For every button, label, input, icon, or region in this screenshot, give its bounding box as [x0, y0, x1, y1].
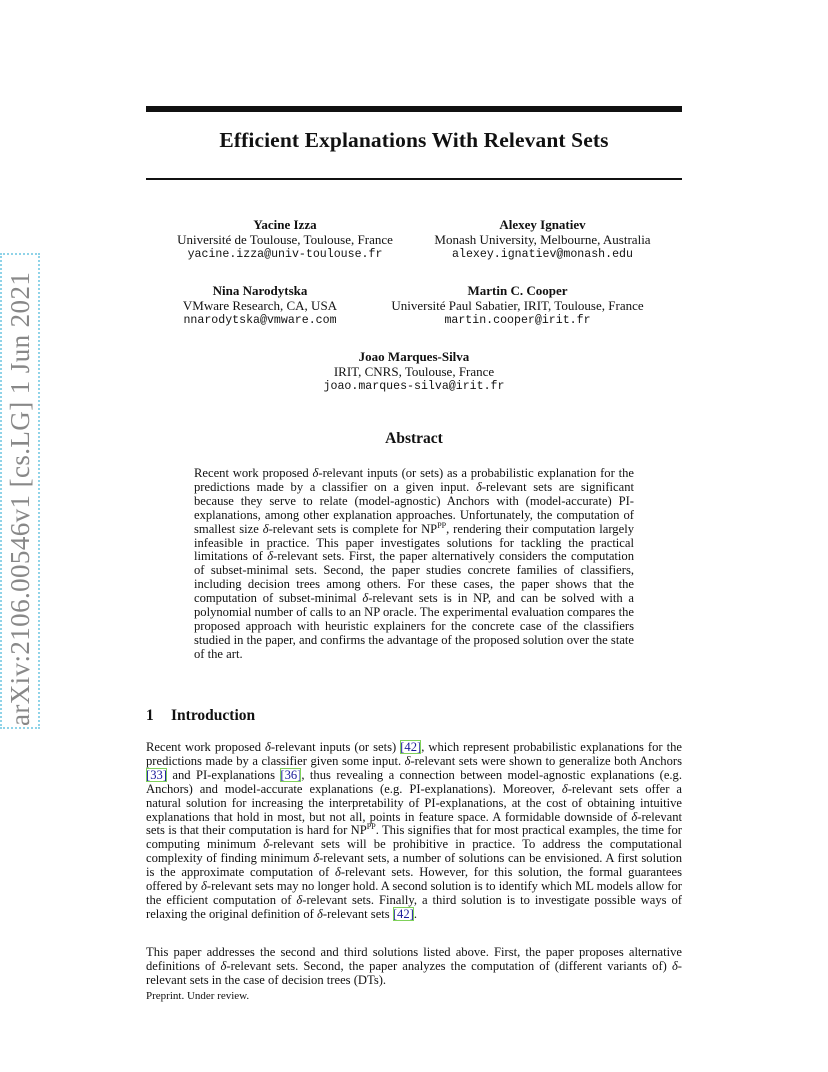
author-name: Alexey Ignatiev [499, 217, 586, 232]
citation-link[interactable]: [33] [146, 767, 167, 782]
author-email[interactable]: nnarodytska@vmware.com [183, 314, 337, 327]
abstract-heading: Abstract [385, 430, 443, 447]
author-email[interactable]: yacine.izza@univ-toulouse.fr [187, 248, 383, 261]
author-name: Nina Narodytska [212, 283, 308, 298]
author-affiliation: Monash University, Melbourne, Australia [434, 232, 651, 247]
author-name: Martin C. Cooper [467, 283, 568, 298]
author-email[interactable]: alexey.ignatiev@monash.edu [452, 248, 633, 261]
author-affiliation: IRIT, CNRS, Toulouse, France [333, 364, 495, 379]
section-title: Introduction [171, 707, 256, 724]
citation-link[interactable]: [42] [400, 740, 422, 754]
author-affiliation: Université de Toulouse, Toulouse, France [177, 232, 393, 247]
author-block [425, 217, 660, 262]
preprint-note: Preprint. Under review. [146, 990, 250, 1002]
author-block [170, 217, 400, 262]
author-affiliation: VMware Research, CA, USA [182, 298, 338, 313]
intro-paragraph: This paper addresses the second and third solutions listed above. First, the paper proposes alternative definitions of δ-relevant sets. Second, the paper analyzes the computation of (different variants of) δ-relevant sets in the case of decision trees (DTs). [146, 945, 682, 987]
author-name: Joao Marques-Silva [358, 349, 470, 364]
abstract-text: Recent work proposed δ-relevant inputs (or sets) as a probabilistic explanation for the predictions made by a classifier on a given input. δ-relevant sets are significant because they serve to relate (model-agnostic) Anchors with (model-accurate) PI-explanations, among other explanation approaches. Unfortunately, the computation of smallest size δ-relevant sets is complete for $NP^{PP}$, rendering their computation largely infeasible in practice. This paper investigates solutions for tackling the practical limitations of δ-relevant sets. First, the paper alternatively considers the computation of subset-minimal sets. Second, the paper studies concrete families of classifiers, including decision trees among others. For these cases, the paper shows that the computation of subset-minimal δ-relevant sets is in NP, and can be solved with a polynomial number of calls to an NP oracle. The experimental evaluation compares the proposed approach with heuristic explainers for the concrete case of the classifiers studied in the paper, and confirms the advantage of the proposed solution over the state of the art. [194, 466, 635, 661]
paper-title: Efficient Explanations With Relevant Sets [219, 128, 609, 152]
citation-link[interactable]: [42] [392, 906, 414, 921]
title-top-rule [146, 106, 682, 112]
author-name: Yacine Izza [253, 217, 317, 232]
author-block [170, 283, 350, 328]
arxiv-identifier[interactable]: arXiv:2106.00546v1 [cs.LG] 1 Jun 2021 [3, 256, 37, 726]
section-heading [146, 707, 255, 725]
intro-paragraph: Recent work proposed δ-relevant inputs (or sets) [42], which represent probabilistic explanations for the predictions made by a classifier given some input. δ-relevant sets were shown to generalize both Anchors [33] and PI-explanations [36], thus revealing a connection between model-agnostic explanations (e.g. Anchors) and model-accurate explanations (e.g. PI-explanations). Moreover, δ-relevant sets offer a natural solution for increasing the interpretability of PI-explanations, at the cost of obtaining intuitive explanations that hold in most, but not all, points in feature space. A formidable downside of δ-relevant sets is that their computation is hard for $NP^{PP}$. This signifies that for most practical examples, the time for computing minimum δ-relevant sets will be prohibitive in practice. To address the computational complexity of finding minimum δ-relevant sets, a number of solutions can be envisioned. A first solution is the approximate computation of δ-relevant sets. However, for this solution, the formal guarantees offered by δ-relevant sets may no longer hold. A second solution is to identify which ML models allow for the efficient computation of δ-relevant sets. Finally, a third solution is to investigate possible ways of relaxing the original definition of δ-relevant sets [42]. [146, 740, 683, 921]
author-block [304, 349, 524, 394]
citation-link[interactable]: [36] [280, 767, 302, 782]
author-email[interactable]: joao.marques-silva@irit.fr [323, 380, 505, 393]
section-number: 1 [146, 707, 154, 724]
title-bottom-rule [146, 178, 682, 180]
author-email[interactable]: martin.cooper@irit.fr [444, 314, 591, 327]
author-affiliation: Université Paul Sabatier, IRIT, Toulouse, France [391, 298, 644, 313]
author-block [380, 283, 655, 328]
